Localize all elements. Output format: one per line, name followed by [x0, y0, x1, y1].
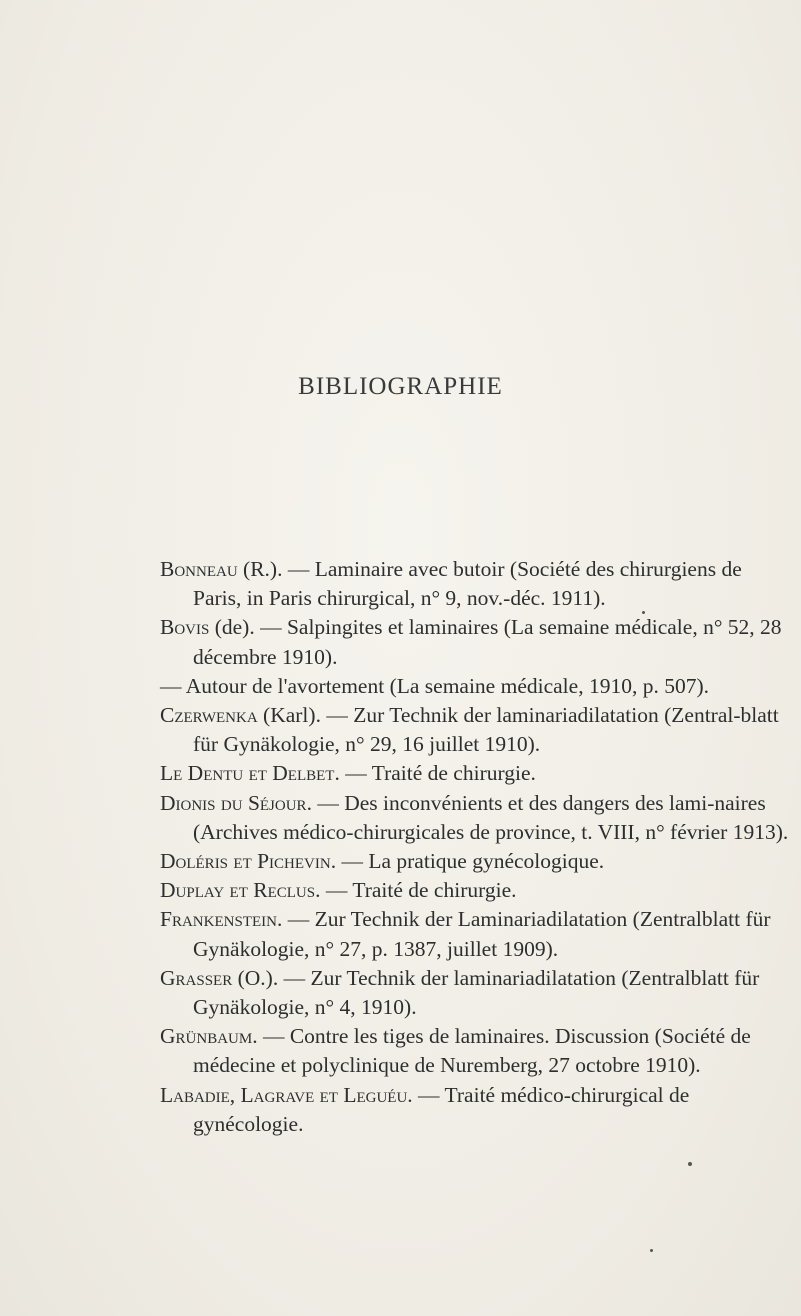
page-title: BIBLIOGRAPHIE — [298, 373, 503, 400]
entry-author: Grasser — [160, 965, 233, 990]
bibliography-entry — [160, 759, 790, 788]
entry-text: . — Des inconvénients et des dangers des lami-naires (Archives médico-chirurgicales de province, t. VIII, n° février 1913). — [193, 790, 789, 844]
bibliography-entry — [160, 905, 790, 963]
bibliography-entry — [160, 613, 790, 671]
bibliography-entry — [160, 789, 790, 847]
entry-author: Frankenstein — [160, 907, 277, 932]
bibliography-entry — [160, 1081, 790, 1139]
bibliography-entry — [160, 847, 790, 876]
paper-speck — [688, 1162, 692, 1166]
bibliography-entry — [160, 672, 790, 701]
entry-author: Bonneau — [160, 557, 238, 581]
entry-author: Duplay et Reclus — [160, 878, 316, 903]
entry-text: . — Traité de chirurgie. — [334, 761, 536, 786]
entry-text: (O.). — Zur Technik der laminariadilatation (Zentralblatt für Gynäkologie, n° 4, 1910). — [193, 965, 760, 1020]
bibliography-entry — [160, 701, 790, 759]
entry-author: Labadie, Lagrave et Leguéu — [160, 1082, 408, 1107]
bibliography-list — [160, 555, 790, 1139]
paper-speck — [642, 611, 645, 614]
entry-text: . — Traité médico-chirurgical de gynécologie. — [193, 1082, 690, 1136]
entry-author: Dionis du Séjour — [160, 790, 307, 815]
entry-author: Doléris et Pichevin — [160, 849, 331, 874]
entry-text: . — Traité de chirurgie. — [315, 878, 517, 903]
paper-speck — [650, 1249, 653, 1252]
bibliography-entry — [160, 555, 790, 613]
entry-text: . — Contre les tiges de laminaires. Discussion (Société de médecine et polyclinique de Nuremberg, 27 octobre 1910). — [193, 1024, 751, 1078]
bibliography-entry — [160, 964, 790, 1022]
entry-text: . — Zur Technik der Laminariadilatation (Zentralblatt für Gynäkologie, n° 27, p. 1387, juillet 1909). — [193, 907, 771, 961]
entry-text: (de). — Salpingites et laminaires (La semaine médicale, n° 52, 28 décembre 1910). — [193, 615, 782, 669]
entry-author: Le Dentu et Delbet — [160, 761, 335, 786]
entry-author: Grünbaum — [160, 1024, 253, 1049]
entry-author: Bovis — [160, 615, 210, 640]
entry-text: (R.). — Laminaire avec butoir (Société des chirurgiens de Paris, in Paris chirurgical, n° 9, nov.-déc. 1911). — [193, 557, 742, 611]
entry-text: — Autour de l'avortement (La semaine médicale, 1910, p. 507). — [160, 673, 709, 698]
entry-text: (Karl). — Zur Technik der laminariadilatation (Zentral-blatt für Gynäkologie, n° 29, 16 juillet 1910). — [193, 703, 779, 757]
entry-author: Czerwenka — [160, 703, 258, 728]
entry-text: . — La pratique gynécologique. — [330, 849, 605, 874]
bibliography-entry — [160, 876, 790, 905]
bibliography-entry — [160, 1022, 790, 1080]
